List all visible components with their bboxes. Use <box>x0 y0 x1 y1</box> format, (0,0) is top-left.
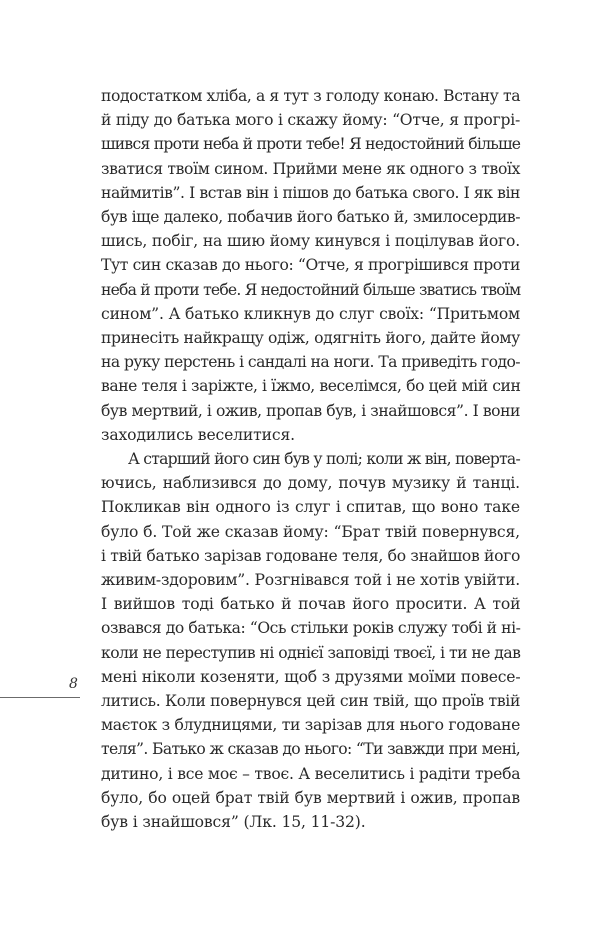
text-line: шись, побіг, на шию йому кинувся і поцілував його. <box>101 232 520 251</box>
text-line: принесіть найкращу одіж, одягніть його, дайте йому <box>101 329 520 348</box>
text-line: Тут син сказав до нього: “Отче, я прогрішився проти <box>101 256 520 275</box>
text-line: заходились веселитися. <box>101 425 295 444</box>
text-line: сином”. А батько кликнув до слуг своїх: “Притьмом <box>101 304 520 323</box>
text-line: було, бо оцей брат твій був мертвий і ожив, пропав <box>101 788 520 807</box>
text-line: був і знайшовся” (Лк. 15, 11-32). <box>101 813 366 832</box>
text-line: коли не переступив ні однієї заповіді твоєї, і ти не дав <box>101 643 521 662</box>
page-number: 8 <box>69 676 78 692</box>
text-line: Покликав він одного із слуг і спитав, що воно таке <box>101 498 520 517</box>
text-line: литись. Коли повернувся цей син твій, що проїв твій <box>101 692 521 711</box>
text-line: шився проти неба й проти тебе! Я недостойний більше <box>101 135 521 154</box>
text-line: А старший його син був у полі; коли ж він, поверта- <box>128 450 520 469</box>
text-line: мені ніколи козеняти, щоб з друзями моїми повесе- <box>101 667 521 686</box>
text-line: й піду до батька мого і скажу йому: “Отче, я прогрі- <box>101 111 520 130</box>
text-line: і твій батько зарізав годоване теля, бо знайшов його <box>101 546 521 565</box>
margin-rule <box>0 697 80 698</box>
body-text <box>101 84 520 834</box>
text-line: теля”. Батько ж сказав до нього: “Ти завжди при мені, <box>101 740 521 759</box>
text-line: маєток з блудницями, ти зарізав для нього годоване <box>101 716 520 735</box>
text-line: неба й проти тебе. Я недостойний більше зватись твоїм <box>101 280 521 299</box>
text-line: зватися твоїм сином. Прийми мене як одного з твоїх <box>101 159 521 178</box>
text-line: ючись, наблизився до дому, почув музику й танці. <box>101 474 520 493</box>
text-line: І вийшов тоді батько й почав його просити. А той <box>101 595 521 614</box>
text-line: наймитів”. І встав він і пішов до батька свого. І як він <box>101 183 520 202</box>
text-line: був мертвий, і ожив, пропав був, і знайшовся”. І вони <box>101 401 520 420</box>
text-line: дитино, і все моє – твоє. А веселитись і радіти треба <box>101 764 521 783</box>
text-line: живим-здоровим”. Розгнівався той і не хотів увійти. <box>101 571 520 590</box>
text-line: озвався до батька: “Ось стільки років служу тобі й ні- <box>101 619 521 638</box>
text-line: був іще далеко, побачив його батько й, змилосердив- <box>101 208 521 227</box>
text-line: подостатком хліба, а я тут з голоду конаю. Встану та <box>101 87 521 105</box>
text-line: ване теля і заріжте, і їжмо, веселімся, бо цей мій син <box>101 377 521 396</box>
text-line: на руку перстень і сандалі на ноги. Та приведіть годо- <box>101 353 520 372</box>
text-line: було б. Той же сказав йому: “Брат твій повернувся, <box>101 522 520 541</box>
